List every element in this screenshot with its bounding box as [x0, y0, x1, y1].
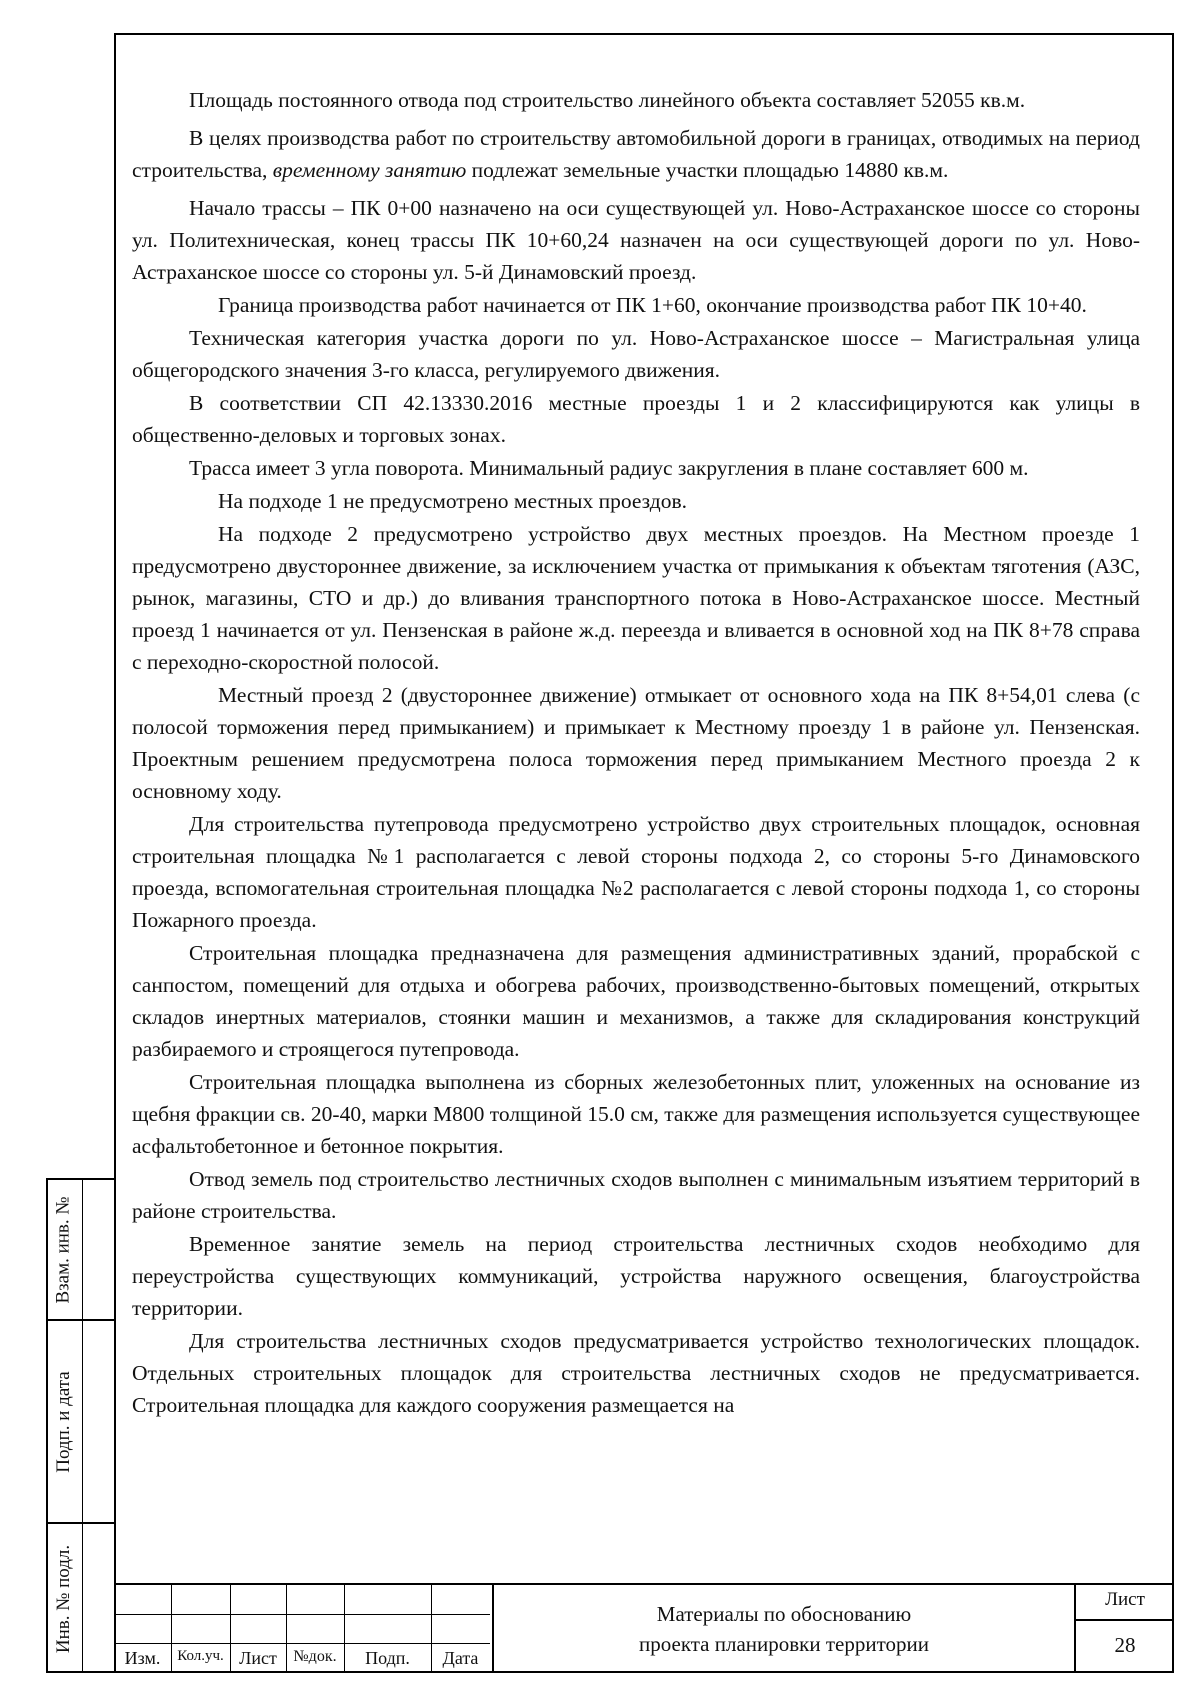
paragraph-2: В целях производства работ по строительству автомобильной дороги в границах, отводимых на период строительства, временному занятию подлежат земельные участки площадью 14880 кв.м. — [132, 126, 1140, 182]
paragraph-8: На подходе 1 не предусмотрено местных проездов. — [218, 489, 687, 513]
revision-grid — [114, 1585, 490, 1673]
header-ndok: №док. — [293, 1648, 337, 1665]
header-data: Дата — [442, 1648, 479, 1668]
title-line-2: проекта планировки территории — [639, 1632, 929, 1656]
header-podp: Подп. — [365, 1648, 410, 1668]
paragraph-9: На подходе 2 предусмотрено устройство двух местных проездов. На Местном проезде 1 предусмотрено двустороннее движение, за исключением участка от примыкания к объектам тяготения (АЗС, рынок, магазины, СТО и др.) до вливания транспортного потока в Ново-Астраханское шоссе. Местный проезд 1 начинается от ул. Пензенская в районе ж.д. переезда и вливается в основной ход на ПК 8+78 справа с переходно-скоростной полосой. — [132, 522, 1140, 674]
paragraph-5: Техническая категория участка дороги по ул. Ново-Астраханское шоссе – Магистральная улица общегородского значения 3-го класса, регулируемого движения. — [132, 326, 1140, 382]
paragraph-6: В соответствии СП 42.13330.2016 местные проезды 1 и 2 классифицируются как улицы в общественно-деловых и торговых зонах. — [132, 391, 1140, 447]
side-label-podp: Подп. и дата — [53, 1370, 75, 1473]
paragraph-7: Трасса имеет 3 угла поворота. Минимальный радиус закругления в плане составляет 600 м. — [189, 456, 1029, 480]
sheet-number: 28 — [1114, 1633, 1136, 1657]
paragraph-4: Граница производства работ начинается от ПК 1+60, окончание производства работ ПК 10+40. — [218, 293, 1087, 317]
sheet-cell — [1074, 1585, 1174, 1673]
paragraph-10: Местный проезд 2 (двустороннее движение) отмыкает от основного хода на ПК 8+54,01 слева (с полосой торможения перед примыканием) и примыкает к Местному проезду 1 в районе ул. Пензенская. Проектным решением предусмотрена полоса торможения перед примыканием Местного проезда 2 к основному ходу. — [132, 683, 1140, 803]
side-label-inv: Инв. № подл. — [53, 1544, 75, 1653]
title-block — [114, 1583, 1174, 1673]
paragraph-16: Для строительства лестничных сходов предусматривается устройство технологических площадок. Отдельных строительных площадок для строительства лестничных сходов не предусматривается. Строительная площадка для каждого сооружения размещается на — [132, 1329, 1140, 1417]
document-title — [492, 1585, 1074, 1673]
header-izm: Изм. — [124, 1648, 161, 1668]
header-koluch: Кол.уч. — [177, 1648, 224, 1664]
paragraph-1: Площадь постоянного отвода под строительство линейного объекта составляет 52055 кв.м. — [189, 88, 1026, 112]
paragraph-12: Строительная площадка предназначена для размещения административных зданий, прорабской с санпостом, помещений для отдыха и обогрева рабочих, производственно-бытовых помещений, открытых складов инертных материалов, стоянки машин и механизмов, а также для складирования конструкций разбираемого и строящегося путепровода. — [132, 941, 1140, 1061]
paragraph-13: Строительная площадка выполнена из сборных железобетонных плит, уложенных на основание из щебня фракции св. 20-40, марки М800 толщиной 15.0 см, также для размещения используется существующее асфальтобетонное и бетонное покрытия. — [132, 1070, 1140, 1158]
paragraph-3: Начало трассы – ПК 0+00 назначено на оси существующей ул. Ново-Астраханское шоссе со стороны ул. Политехническая, конец трассы ПК 10+60,24 назначен на оси существующей дороги по ул. Ново-Астраханское шоссе со стороны ул. 5-й Динамовский проезд. — [132, 196, 1140, 284]
title-line-1: Материалы по обоснованию — [656, 1602, 912, 1626]
paragraph-14: Отвод земель под строительство лестничных сходов выполнен с минимальным изъятием территорий в районе строительства. — [132, 1167, 1140, 1223]
paragraph-15: Временное занятие земель на период строительства лестничных сходов необходимо для переустройства существующих коммуникаций, устройства наружного освещения, благоустройства территории. — [132, 1232, 1140, 1320]
header-list: Лист — [239, 1648, 277, 1668]
sheet-label: Лист — [1105, 1589, 1145, 1610]
paragraph-11: Для строительства путепровода предусмотрено устройство двух строительных площадок, основная строительная площадка №1 располагается с левой стороны подхода 2, со стороны 5-го Динамовского проезда, вспомогательная строительная площадка №2 располагается с левой стороны подхода 1, со стороны Пожарного проезда. — [132, 812, 1140, 932]
side-label-vzam: Взам. инв. № — [53, 1195, 75, 1304]
emphasis-text: временному занятию — [272, 158, 467, 182]
document-body — [132, 84, 1140, 1422]
side-stamp-divider — [82, 1178, 83, 1673]
